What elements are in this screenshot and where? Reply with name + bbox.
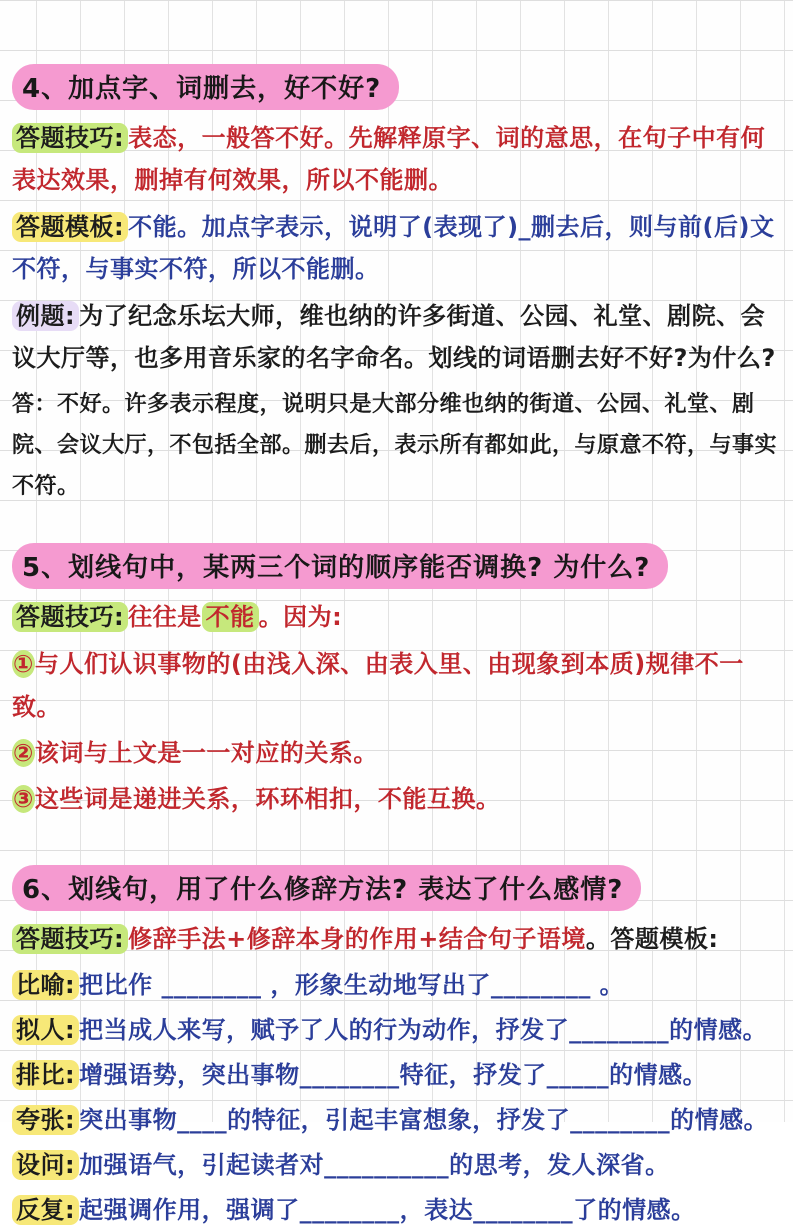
technique-tail: 。因为: bbox=[258, 603, 343, 631]
device-text: 把当成人来写，赋予了人的行为动作，抒发了________的情感。 bbox=[79, 1016, 768, 1044]
device-term: 设问: bbox=[12, 1150, 79, 1180]
device-metaphor bbox=[12, 965, 779, 1006]
section-4 bbox=[12, 64, 779, 507]
technique-label: 答题技巧: bbox=[12, 123, 128, 153]
device-text: 把比作 ________ ，形象生动地写出了________ 。 bbox=[79, 971, 625, 999]
device-repetition bbox=[12, 1190, 779, 1231]
technique-red-text: 修辞手法+修辞本身的作用+结合句子语境 bbox=[128, 925, 586, 953]
technique-text: 表态，一般答不好。先解释原字、词的意思，在句子中有何表达效果，删掉有何效果，所以不能删。 bbox=[12, 124, 766, 194]
section-5-title: 5、划线句中，某两三个词的顺序能否调换? 为什么? bbox=[12, 543, 668, 589]
section-4-example bbox=[12, 295, 779, 379]
section-6-heading bbox=[12, 865, 779, 918]
circled-number-2: ② bbox=[13, 739, 34, 767]
section-4-technique bbox=[12, 117, 779, 201]
technique-label: 答题技巧: bbox=[12, 924, 128, 954]
section-6-title: 6、划线句，用了什么修辞方法? 表达了什么感情? bbox=[12, 865, 641, 911]
technique-black-text: 。答题模板: bbox=[585, 925, 719, 953]
device-term: 排比: bbox=[12, 1060, 79, 1090]
device-text: 加强语气，引起读者对__________的思考，发人深省。 bbox=[79, 1151, 670, 1179]
reason-item-1 bbox=[12, 643, 779, 729]
device-parallelism bbox=[12, 1055, 779, 1096]
device-term: 夸张: bbox=[12, 1105, 79, 1135]
section-4-heading bbox=[12, 64, 779, 117]
template-label: 答题模板: bbox=[12, 212, 128, 242]
section-6 bbox=[12, 865, 779, 1231]
device-rhetorical-question bbox=[12, 1145, 779, 1186]
reason-text: 该词与上文是一一对应的关系。 bbox=[34, 739, 378, 767]
reason-item-2 bbox=[12, 732, 779, 775]
section-6-technique bbox=[12, 918, 779, 960]
device-term: 反复: bbox=[12, 1195, 79, 1225]
template-text: 不能。加点字表示，说明了(表现了)_删去后，则与前(后)文不符，与事实不符，所以不能删。 bbox=[12, 213, 775, 283]
device-text: 突出事物____的特征，引起丰富想象，抒发了________的情感。 bbox=[79, 1106, 769, 1134]
device-term: 比喻: bbox=[12, 970, 79, 1000]
device-term: 拟人: bbox=[12, 1015, 79, 1045]
section-5-heading bbox=[12, 543, 779, 596]
circled-number-1: ① bbox=[13, 650, 34, 678]
technique-label: 答题技巧: bbox=[12, 602, 128, 632]
circled-number-3: ③ bbox=[13, 785, 34, 813]
answer-text: 不好。许多表示程度，说明只是大部分维也纳的街道、公园、礼堂、剧院、会议大厅，不包括全部。删去后，表示所有都如此，与原意不符，与事实不符。 bbox=[12, 392, 778, 499]
reason-text: 与人们认识事物的(由浅入深、由表入里、由现象到本质)规律不一致。 bbox=[12, 650, 744, 721]
section-5 bbox=[12, 543, 779, 821]
technique-highlighted-word: 不能 bbox=[202, 602, 259, 632]
reason-text: 这些词是递进关系，环环相扣，不能互换。 bbox=[34, 785, 501, 813]
section-4-title: 4、加点字、词删去，好不好? bbox=[12, 64, 399, 110]
example-text: 为了纪念乐坛大师，维也纳的许多街道、公园、礼堂、剧院、会议大厅等，也多用音乐家的名字命名。划线的词语删去好不好?为什么? bbox=[12, 302, 776, 372]
device-text: 增强语势，突出事物________特征，抒发了_____的情感。 bbox=[79, 1061, 708, 1089]
reason-item-3 bbox=[12, 778, 779, 821]
section-5-technique bbox=[12, 596, 779, 638]
device-personification bbox=[12, 1010, 779, 1051]
device-hyperbole bbox=[12, 1100, 779, 1141]
section-4-answer bbox=[12, 384, 779, 507]
technique-lead: 往往是 bbox=[128, 603, 202, 631]
section-4-template bbox=[12, 206, 779, 290]
example-label: 例题: bbox=[12, 301, 79, 331]
device-text: 起强调作用，强调了________，表达________了的情感。 bbox=[79, 1196, 696, 1224]
answer-label: 答： bbox=[12, 392, 58, 417]
